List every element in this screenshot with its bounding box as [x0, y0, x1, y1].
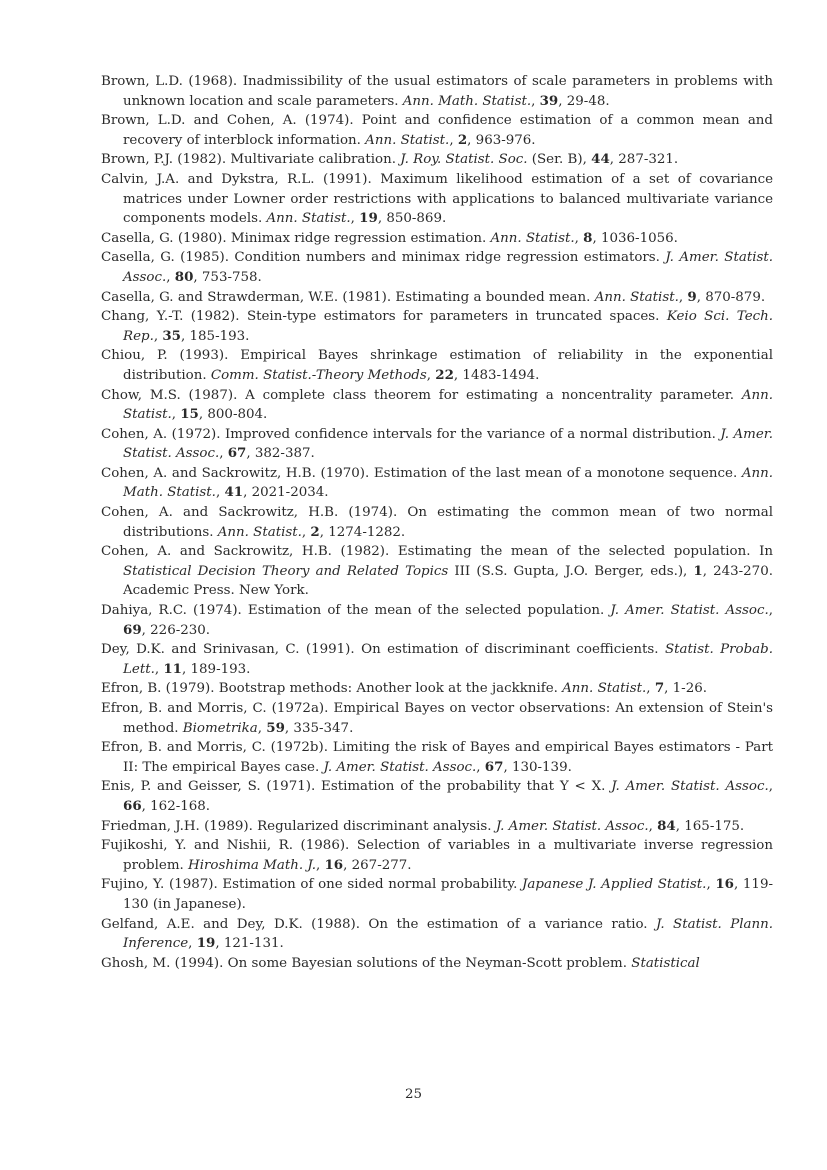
reference-pages: , 1-26.: [664, 681, 707, 697]
reference-separator: ,: [768, 603, 774, 619]
journal-name: Ann. Statist.: [217, 524, 302, 540]
volume-number: 16: [715, 876, 734, 893]
reference-text: Chang, Y.-T. (1982). Stein-type estimators for parameters in truncated spaces.: [101, 309, 667, 325]
volume-number: 44: [591, 151, 610, 168]
reference-entry: [101, 425, 773, 464]
reference-entry: [101, 640, 773, 679]
volume-number: 67: [484, 758, 504, 775]
reference-separator: ,: [426, 367, 436, 383]
reference-separator: ,: [350, 211, 360, 227]
reference-text: Fujino, Y. (1987). Estimation of one sided normal probability.: [101, 877, 523, 893]
reference-text: Friedman, J.H. (1989). Regularized discriminant analysis.: [101, 818, 496, 834]
volume-number: 19: [359, 210, 378, 227]
reference-text: Cohen, A. and Sackrowitz, H.B. (1974). On estimating the common mean of two normal distributions.: [101, 505, 773, 540]
reference-text: Casella, G. (1985). Condition numbers and minimax ridge regression estimators.: [101, 250, 666, 266]
reference-entry: [101, 72, 773, 111]
reference-separator: ,: [219, 446, 228, 462]
reference-separator: ,: [315, 857, 325, 873]
journal-name: Ann. Statist.: [562, 681, 647, 697]
reference-separator: ,: [531, 93, 540, 109]
volume-number: 11: [163, 660, 182, 677]
reference-pages: , 753-758.: [193, 269, 262, 285]
reference-pages: , 1483-1494.: [453, 367, 540, 383]
reference-text: Dahiya, R.C. (1974). Estimation of the mean of the selected population.: [101, 603, 611, 619]
volume-number: 35: [162, 327, 181, 344]
journal-name: J. Amer. Statist. Assoc.: [123, 426, 773, 462]
volume-number: 19: [196, 935, 216, 952]
volume-number: 1: [693, 562, 703, 579]
reference-pages: , 185-193.: [181, 328, 250, 344]
reference-separator: ,: [257, 720, 267, 736]
journal-name: Keio Sci. Tech. Rep.: [123, 309, 773, 344]
volume-number: 8: [583, 229, 593, 246]
reference-text: Fujikoshi, Y. and Nishii, R. (1986). Selection of variables in a multivariate inverse regression problem.: [101, 838, 773, 873]
reference-text: Brown, L.D. (1968). Inadmissibility of the usual estimators of scale parameters in problems with unknown location and scale parameters.: [101, 74, 773, 109]
reference-separator: ,: [449, 132, 458, 148]
reference-entry: [101, 738, 773, 777]
reference-entry: [101, 464, 773, 503]
reference-entry: [101, 915, 773, 954]
volume-number: 84: [657, 817, 676, 834]
journal-name: J. Amer. Statist. Assoc.: [323, 759, 477, 775]
reference-pages: , 382-387.: [246, 446, 315, 462]
reference-entry: [101, 679, 773, 699]
reference-pages: , 287-321.: [609, 152, 679, 168]
reference-pages: , 870-879.: [696, 289, 766, 305]
reference-separator: ,: [301, 524, 311, 540]
journal-name: J. Amer. Statist. Assoc.: [123, 250, 773, 285]
reference-entry: [101, 503, 773, 542]
reference-text: Chiou, P. (1993). Empirical Bayes shrinkage estimation of reliability in the exponential distribution.: [101, 348, 773, 383]
reference-list: [101, 72, 773, 973]
journal-name: J. Amer. Statist. Assoc.: [610, 603, 769, 619]
reference-separator: ,: [648, 818, 658, 834]
journal-name: J. Roy. Statist. Soc.: [400, 152, 528, 168]
page-number: 25: [404, 1087, 423, 1102]
reference-separator: ,: [188, 936, 197, 952]
volume-number: 15: [180, 406, 199, 423]
reference-pages: , 1036-1056.: [592, 230, 678, 246]
reference-text: Efron, B. and Morris, C. (1972b). Limiting the risk of Bayes and empirical Bayes estimators - Part II: The empirical Bayes case.: [101, 740, 773, 775]
volume-number: 9: [687, 288, 697, 305]
journal-name: Hiroshima Math. J.: [188, 857, 316, 873]
reference-entry: [101, 386, 773, 425]
volume-number: 22: [435, 366, 454, 383]
journal-name: Statistical: [631, 955, 700, 971]
reference-pages: , 850-869.: [377, 211, 447, 227]
reference-text: Efron, B. (1979). Bootstrap methods: Another look at the jackknife.: [101, 681, 563, 697]
journal-name: Japanese J. Applied Statist.: [522, 877, 707, 893]
reference-text: Cohen, A. and Sackrowitz, H.B. (1982). Estimating the mean of the selected population. In: [101, 544, 773, 560]
volume-number: 67: [227, 445, 247, 462]
journal-name: Ann. Statist.: [365, 132, 450, 148]
reference-text: Dey, D.K. and Srinivasan, C. (1991). On estimation of discriminant coefficients.: [101, 642, 665, 658]
volume-number: 69: [123, 621, 142, 638]
volume-number: 2: [310, 523, 320, 540]
journal-name: Ann. Math. Statist.: [402, 93, 532, 109]
reference-separator: ,: [153, 328, 163, 344]
reference-pages: , 226-230.: [141, 622, 211, 638]
journal-name: Ann. Statist.: [266, 211, 351, 227]
reference-pages: , 165-175.: [675, 818, 745, 834]
reference-pages: , 121-131.: [215, 936, 284, 952]
volume-number: 80: [174, 268, 194, 285]
reference-text: Ghosh, M. (1994). On some Bayesian solutions of the Neyman-Scott problem.: [101, 955, 632, 971]
reference-entry: [101, 229, 773, 249]
journal-name: Ann. Statist.: [490, 230, 575, 246]
reference-pages: , 29-48.: [558, 93, 610, 109]
reference-pages: , 1274-1282.: [319, 524, 406, 540]
volume-number: 41: [224, 484, 244, 501]
journal-name: Statist. Probab. Lett.: [123, 642, 773, 677]
reference-text: Brown, L.D. and Cohen, A. (1974). Point and confidence estimation of a common mean and recovery of interblock information.: [101, 113, 773, 148]
reference-entry: [101, 170, 773, 229]
reference-separator: ,: [646, 681, 655, 697]
reference-entry: [101, 542, 773, 601]
reference-text: Casella, G. and Strawderman, W.E. (1981). Estimating a bounded mean.: [101, 289, 595, 305]
journal-name: Statistical Decision Theory and Related Topics: [123, 563, 449, 579]
journal-name: Ann. Math. Statist.: [123, 465, 773, 501]
reference-pages: , 963-976.: [467, 132, 536, 148]
reference-pages: , 2021-2034.: [243, 485, 329, 501]
reference-entry: [101, 601, 773, 640]
journal-name: J. Amer. Statist. Assoc.: [495, 818, 649, 834]
reference-text: Gelfand, A.E. and Dey, D.K. (1988). On the estimation of a variance ratio.: [101, 916, 657, 932]
reference-entry: [101, 699, 773, 738]
reference-separator: ,: [166, 269, 175, 285]
volume-number: 66: [123, 797, 142, 814]
volume-number: 2: [457, 131, 468, 148]
reference-separator: (Ser. B),: [527, 152, 592, 168]
reference-separator: ,: [768, 779, 773, 795]
reference-pages: , 130-139.: [503, 759, 572, 775]
reference-separator: ,: [215, 485, 225, 501]
reference-text: Cohen, A. and Sackrowitz, H.B. (1970). Estimation of the last mean of a monotone sequence.: [101, 465, 742, 481]
journal-name: Biometrika: [182, 720, 258, 736]
reference-entry: [101, 150, 773, 170]
volume-number: 39: [539, 92, 559, 109]
reference-text: Casella, G. (1980). Minimax ridge regression estimation.: [101, 230, 491, 246]
journal-name: Ann. Statist.: [123, 387, 773, 423]
reference-text: Enis, P. and Geisser, S. (1971). Estimation of the probability that Y < X.: [101, 779, 612, 795]
reference-entry: [101, 248, 773, 287]
reference-entry: [101, 836, 773, 875]
reference-text: Chow, M.S. (1987). A complete class theorem for estimating a noncentrality parameter.: [101, 387, 742, 403]
reference-pages: , 335-347.: [284, 720, 354, 736]
reference-pages: , 162-168.: [141, 798, 211, 814]
reference-entry: [101, 111, 773, 150]
volume-number: 7: [654, 680, 665, 697]
reference-entry: [101, 288, 773, 308]
reference-separator: ,: [678, 289, 688, 305]
reference-text: Brown, P.J. (1982). Multivariate calibration.: [101, 152, 401, 168]
reference-text: Cohen, A. (1972). Improved confidence intervals for the variance of a normal distribution.: [101, 426, 721, 442]
reference-pages: , 189-193.: [182, 661, 251, 677]
reference-text: Calvin, J.A. and Dykstra, R.L. (1991). Maximum likelihood estimation of a set of covariance matrices under Lowner order restrictions with applications to balanced multivariate variance components models.: [101, 171, 773, 227]
volume-number: 59: [266, 719, 285, 736]
reference-entry: [101, 817, 773, 837]
reference-entry: [101, 307, 773, 346]
reference-entry: [101, 875, 773, 914]
reference-pages: , 267-277.: [343, 857, 412, 873]
reference-text: Efron, B. and Morris, C. (1972a). Empirical Bayes on vector observations: An extension of Stein's method.: [101, 701, 773, 736]
reference-separator: ,: [476, 759, 485, 775]
reference-separator: ,: [171, 407, 181, 423]
journal-name: Comm. Statist.-Theory Methods: [210, 367, 427, 383]
volume-number: 16: [324, 856, 344, 873]
reference-entry: [101, 777, 773, 816]
reference-pages: , 119-130 (in Japanese).: [123, 877, 773, 912]
journal-name: J. Amer. Statist. Assoc.: [611, 779, 769, 795]
journal-name: J. Statist. Plann. Inference: [123, 916, 773, 952]
journal-name: Ann. Statist.: [594, 289, 679, 305]
reference-pages: , 800-804.: [198, 407, 268, 423]
reference-separator: ,: [706, 877, 716, 893]
reference-entry: [101, 954, 773, 974]
reference-separator: III (S.S. Gupta, J.O. Berger, eds.),: [448, 563, 694, 579]
reference-separator: ,: [574, 230, 584, 246]
reference-entry: [101, 346, 773, 385]
reference-pages: , 243-270. Academic Press. New York.: [123, 563, 773, 599]
reference-separator: ,: [154, 661, 164, 677]
